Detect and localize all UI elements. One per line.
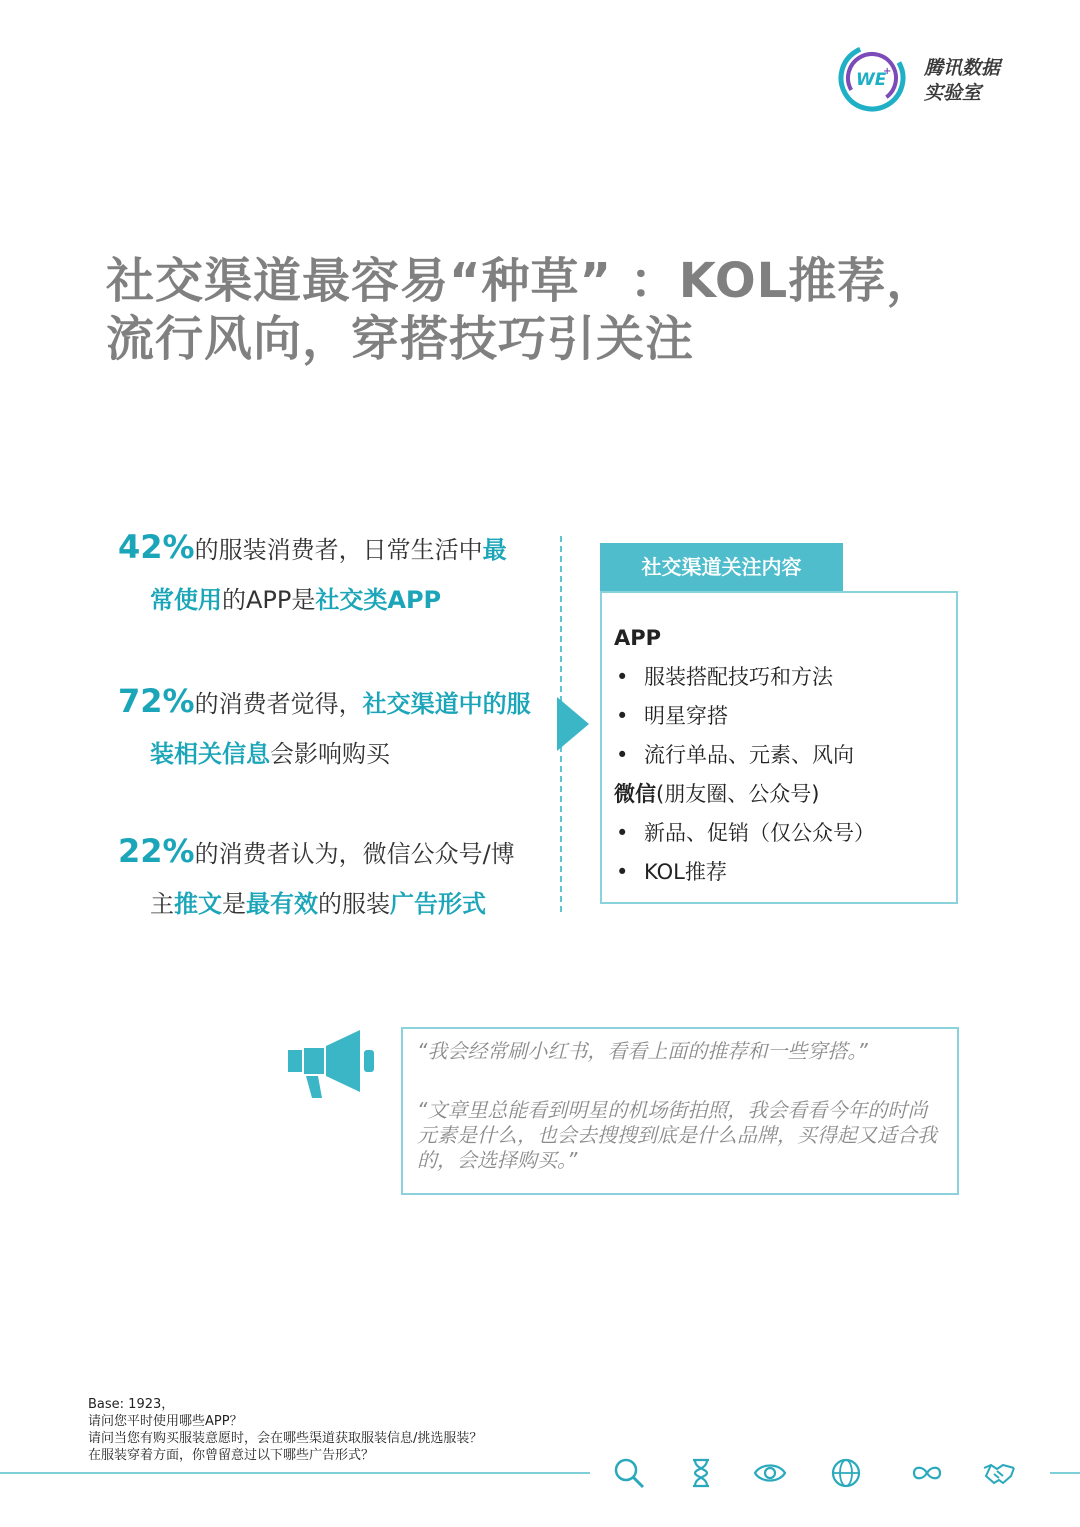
stat-22-percent <box>118 826 558 929</box>
bullet-icon: • <box>616 704 629 728</box>
list-item-text: KOL推荐 <box>644 860 727 884</box>
list-item-text: 流行单品、元素、风向 <box>644 743 854 767</box>
wechat-label: 微信 <box>614 782 656 806</box>
page-title <box>106 252 1006 368</box>
stat-text: 的APP是 <box>222 586 316 614</box>
stat-text: 主 <box>150 890 174 918</box>
stat-42-percent <box>118 522 558 625</box>
stat-line <box>118 575 558 625</box>
footnote-line: 请问当您有购买服装意愿时，会在哪些渠道获取服装信息/挑选服装？ <box>88 1431 483 1446</box>
stat-line <box>118 729 558 779</box>
list-item-text: 明星穿搭 <box>644 704 728 728</box>
logo-text <box>924 56 1000 106</box>
globe-icon <box>829 1456 863 1490</box>
search-icon <box>612 1456 646 1490</box>
logo-text-line1: 腾讯数据 <box>924 57 1001 79</box>
footer-line <box>1050 1472 1080 1474</box>
stat-highlight: 推文 <box>174 890 222 918</box>
stat-72-percent <box>118 676 558 779</box>
quote-box <box>401 1027 959 1195</box>
brand-logo <box>836 42 1016 118</box>
social-box-tab: 社交渠道关注内容 <box>600 543 843 591</box>
stat-line <box>118 676 558 729</box>
stat-percent: 42% <box>118 528 195 566</box>
stat-highlight: 装相关信息 <box>150 740 270 768</box>
stat-text: 的消费者觉得， <box>194 690 363 718</box>
stat-line <box>118 522 558 575</box>
footnote-line: 请问您平时使用哪些APP？ <box>88 1414 243 1429</box>
stat-text: 是 <box>222 890 246 918</box>
stat-highlight: 广告形式 <box>390 890 486 918</box>
quote-text: “文章里总能看到明星的机场街拍照，我会看看今年的时尚元素是什么，也会去搜搜到底是什么品牌，买得起又适合我的，会选择购买。” <box>417 1098 937 1172</box>
footnote-line: Base: 1923， <box>88 1397 175 1412</box>
megaphone-icon <box>288 1028 380 1100</box>
eye-icon <box>753 1456 787 1490</box>
page-title-line2: 流行风向，穿搭技巧引关注 <box>106 311 695 367</box>
list-item <box>614 658 956 697</box>
stat-highlight: 最 <box>482 536 507 564</box>
arrow-right-icon <box>557 697 589 751</box>
list-item <box>614 853 956 892</box>
list-item-text: 新品、促销（仅公众号） <box>644 821 875 845</box>
stat-percent: 72% <box>118 682 195 720</box>
list-item <box>614 814 956 853</box>
stat-highlight: 社交类APP <box>315 586 442 614</box>
section-wechat-label <box>614 775 956 814</box>
stat-percent: 22% <box>118 832 195 870</box>
stat-text: 的服装 <box>318 890 390 918</box>
social-box <box>600 591 958 904</box>
bullet-icon: • <box>616 860 629 884</box>
stat-highlight: 最有效 <box>246 890 318 918</box>
logo-mark-sup: + <box>883 66 892 77</box>
footnote <box>88 1396 482 1464</box>
hourglass-icon <box>684 1456 718 1490</box>
bullet-icon: • <box>616 743 629 767</box>
we-plus-logo-icon <box>836 42 908 114</box>
footnote-line: 在服装穿着方面，你曾留意过以下哪些广告形式？ <box>88 1448 375 1463</box>
footer-line <box>0 1472 590 1474</box>
logo-mark-text: WE <box>856 70 887 90</box>
list-item <box>614 697 956 736</box>
list-item-text: 服装搭配技巧和方法 <box>644 665 833 689</box>
stat-line <box>118 826 558 879</box>
quote-text: “我会经常刷小红书，看看上面的推荐和一些穿搭。” <box>417 1039 868 1063</box>
list-item <box>614 736 956 775</box>
stat-text: 会影响购买 <box>270 740 390 768</box>
bullet-icon: • <box>616 665 629 689</box>
handshake-icon <box>982 1456 1016 1490</box>
stat-text: 的服装消费者，日常生活中 <box>194 536 483 564</box>
infinity-icon <box>910 1456 944 1490</box>
wechat-sub-label: (朋友圈、公众号) <box>656 782 820 806</box>
stat-line <box>118 879 558 929</box>
stat-highlight: 常使用 <box>150 586 222 614</box>
stat-text: 的消费者认为，微信公众号/博 <box>194 840 515 868</box>
logo-text-line2: 实验室 <box>924 82 982 104</box>
page-title-line1: 社交渠道最容易“种草” ：KOL推荐， <box>106 253 936 309</box>
section-app-label: APP <box>614 626 662 650</box>
bullet-icon: • <box>616 821 629 845</box>
stat-highlight: 社交渠道中的服 <box>362 690 531 718</box>
